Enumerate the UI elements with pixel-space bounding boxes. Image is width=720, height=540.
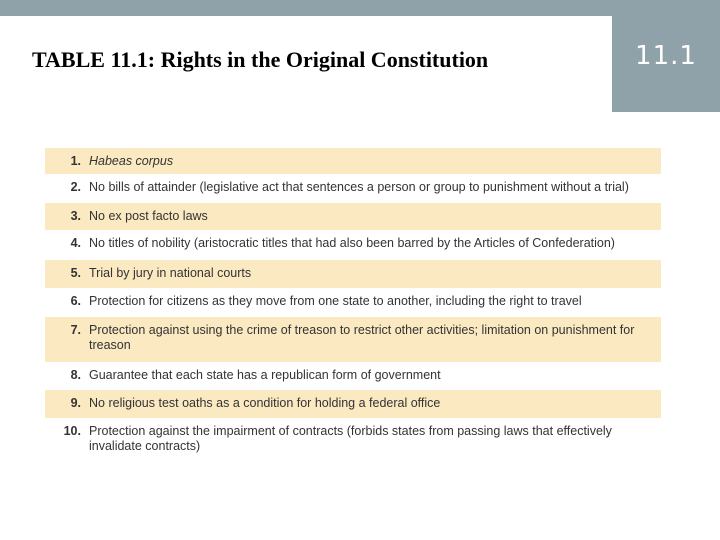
row-number: 8.: [70, 368, 81, 382]
row-text: No bills of attainder (legislative act that sentences a person or group to punishment without a trial): [89, 180, 629, 194]
page-title: TABLE 11.1: Rights in the Original Constitution: [32, 47, 489, 72]
row-text: Protection against using the crime of treason to restrict other activities; limitation on punishment for treason: [89, 323, 635, 352]
row-text: No religious test oaths as a condition for holding a federal office: [89, 396, 441, 410]
row-number: 4.: [70, 236, 81, 250]
row-number: 9.: [70, 396, 81, 410]
table-row: [45, 418, 661, 462]
rights-table: [45, 148, 661, 462]
section-badge: 11.1: [612, 0, 720, 112]
row-number: 1.: [70, 154, 81, 168]
row-text: No ex post facto laws: [89, 209, 208, 223]
table-row: [45, 203, 661, 230]
table-row: [45, 148, 661, 174]
row-number: 5.: [70, 266, 81, 280]
table-row: [45, 390, 661, 418]
table-row: [45, 260, 661, 288]
row-text: Protection for citizens as they move from one state to another, including the right to travel: [89, 294, 582, 308]
table-row: [45, 317, 661, 362]
row-number: 3.: [70, 209, 81, 223]
row-text: No titles of nobility (aristocratic titles that had also been barred by the Articles of Confederation): [89, 236, 615, 250]
row-text: Protection against the impairment of contracts (forbids states from passing laws that effectively invalidate contracts): [89, 424, 612, 453]
row-number: 2.: [70, 180, 81, 194]
row-text: Guarantee that each state has a republican form of government: [89, 368, 441, 382]
row-text: Trial by jury in national courts: [89, 266, 252, 280]
row-number: 7.: [70, 323, 81, 337]
row-text: Habeas corpus: [89, 154, 174, 168]
table-row: [45, 174, 661, 203]
table-row: [45, 230, 661, 260]
table-row: [45, 362, 661, 390]
row-number: 10.: [63, 424, 81, 438]
row-number: 6.: [70, 294, 81, 308]
table-row: [45, 288, 661, 317]
